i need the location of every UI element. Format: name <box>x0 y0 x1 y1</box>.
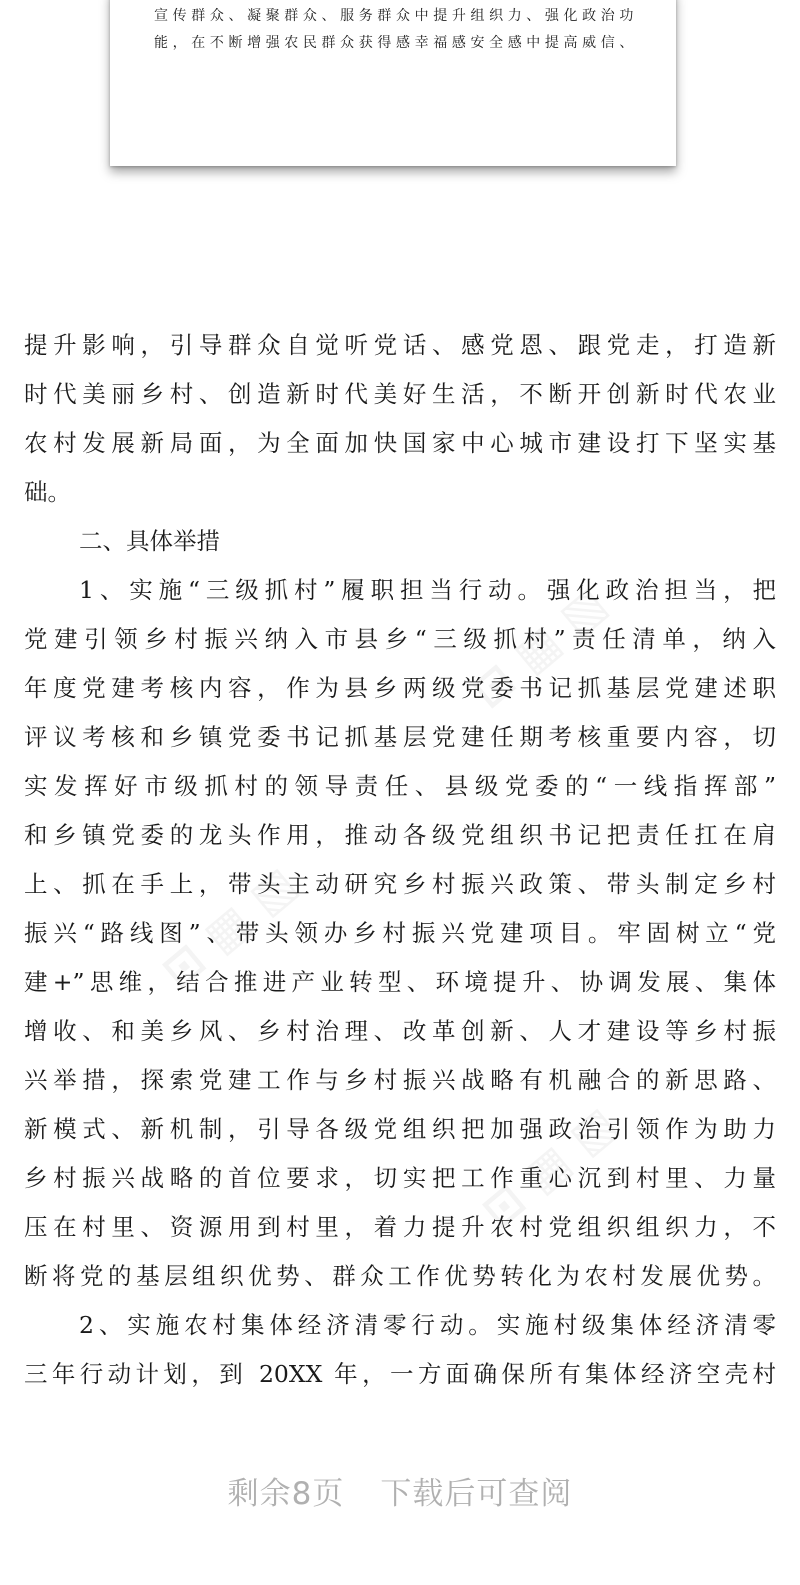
text-line: 评议考核和乡镇党委书记抓基层党建任期考核重要内容，切 <box>24 723 776 751</box>
watermark-graphic: ⊡ ▦ ▧ <box>461 575 617 719</box>
watermark-graphic: ⊡ ▦ ▧ <box>151 855 307 999</box>
text-line: 上、抓在手上，带头主动研究乡村振兴政策、带头制定乡村 <box>24 870 776 898</box>
text-line: 实发挥好市级抓村的领导责任、县级党委的“一线指挥部” <box>24 772 776 800</box>
text-line: 础。 <box>24 478 71 506</box>
text-line: 党建引领乡村振兴纳入市县乡“三级抓村”责任清单，纳入 <box>24 625 776 653</box>
text-line: 建+”思维，结合推进产业转型、环境提升、协调发展、集体 <box>24 968 776 996</box>
text-line: 和乡镇党委的龙头作用，推动各级党组织书记把责任扛在肩 <box>24 821 776 849</box>
text-line: 时代美丽乡村、创造新时代美好生活，不断开创新时代农业 <box>24 380 776 408</box>
text-line: 乡村振兴战略的首位要求，切实把工作重心沉到村里、力量 <box>24 1164 776 1192</box>
download-prompt[interactable] <box>0 1468 800 1513</box>
remaining-pages-label[interactable]: 剩余8页 <box>227 1476 345 1512</box>
text-line: 兴举措，探索党建工作与乡村振兴战略有机融合的新思路、 <box>24 1066 776 1094</box>
text-line: 年度党建考核内容，作为县乡两级党委书记抓基层党建述职 <box>24 674 776 702</box>
paragraph-start: 1、实施“三级抓村”履职担当行动。强化政治担当，把 <box>79 576 776 604</box>
text-line: 增收、和美乡风、乡村治理、改革创新、人才建设等乡村振 <box>24 1017 776 1045</box>
text-line: 三年行动计划，到 20XX 年，一方面确保所有集体经济空壳村 <box>24 1360 776 1388</box>
text-line: 新模式、新机制，引导各级党组织把加强政治引领作为助力 <box>24 1115 776 1143</box>
text-line: 农村发展新局面，为全面加快国家中心城市建设打下坚实基 <box>24 429 776 457</box>
download-hint-label[interactable]: 下载后可查阅 <box>380 1476 573 1512</box>
watermark-graphic: ⊡ ▦ ▧ <box>471 1095 627 1239</box>
document-body <box>24 321 776 1399</box>
text-line: 提升影响，引导群众自觉听党话、感党恩、跟党走，打造新 <box>24 331 776 359</box>
preview-text-block <box>154 0 634 57</box>
paragraph-start: 2、实施农村集体经济清零行动。实施村级集体经济清零 <box>79 1311 776 1339</box>
preview-line: 宣传群众、凝聚群众、服务群众中提升组织力、强化政治功 <box>154 8 634 24</box>
section-heading: 二、具体举措 <box>79 527 220 555</box>
previous-page-preview <box>110 0 676 166</box>
text-line: 振兴“路线图”、带头领办乡村振兴党建项目。牢固树立“党 <box>24 919 776 947</box>
preview-line: 能，在不断增强农民群众获得感幸福感安全感中提高威信、 <box>154 35 634 51</box>
text-line: 断将党的基层组织优势、群众工作优势转化为农村发展优势。 <box>24 1262 776 1290</box>
text-line: 压在村里、资源用到村里，着力提升农村党组织组织力，不 <box>24 1213 776 1241</box>
